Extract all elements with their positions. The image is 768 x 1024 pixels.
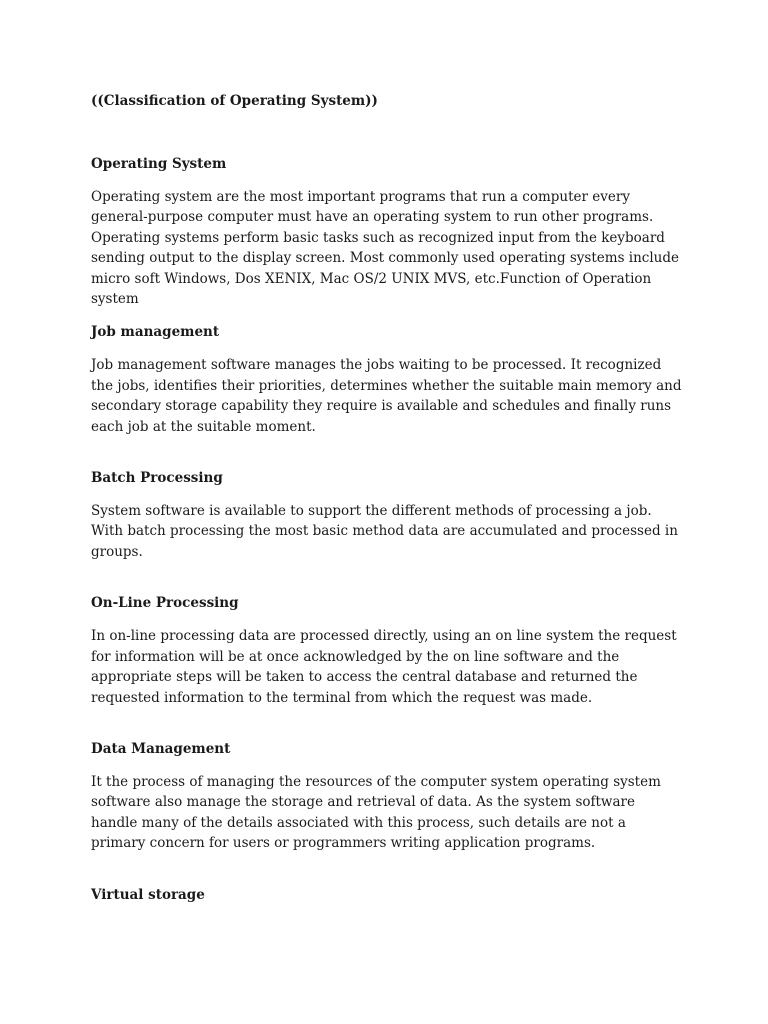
section-spacer (91, 562, 683, 594)
section-spacer (91, 437, 683, 469)
section-body: Job management software manages the jobs waiting to be processed. It recognized the jobs, identifies their priorities, determines whether the suitable main memory and secondary storage capability they require is available and schedules and finally runs each job at the suitable moment. (91, 357, 682, 435)
section-batch-processing (91, 469, 683, 562)
section-data-management (91, 740, 683, 854)
section-heading: Operating System (91, 156, 227, 172)
section-body: System software is available to support the different methods of processing a job. With batch processing the most basic method data are accumulated and processed in groups. (91, 503, 678, 560)
section-heading: Data Management (91, 740, 231, 757)
section-spacer (91, 854, 683, 886)
section-spacer (91, 708, 683, 740)
document-page (91, 92, 683, 918)
section-spacer (91, 309, 683, 323)
section-virtual-storage (91, 886, 683, 904)
section-on-line-processing (91, 594, 683, 708)
section-heading: Job management (91, 324, 220, 341)
document-title: ((Classification of Operating System)) (91, 93, 378, 109)
section-heading: On-Line Processing (91, 595, 239, 612)
section-heading: Batch Processing (91, 470, 223, 487)
section-body: Operating system are the most important programs that run a computer every general-purpose computer must have an operating system to run other programs. Operating systems perform basic tasks such as recognized input from the keyboard sending output to the display screen. Most commonly used operating systems include micro soft Windows, Dos XENIX, Mac OS/2 UNIX MVS, etc.Function of Operation system (91, 189, 680, 308)
section-heading: Virtual storage (91, 886, 205, 903)
section-body: In on-line processing data are processed directly, using an on line system the request for information will be at once acknowledged by the on line software and the appropriate steps will be taken to access the central database and returned the requested information to the terminal from which the request was made. (91, 628, 677, 706)
section-body: It the process of managing the resources of the computer system operating system software also manage the storage and retrieval of data. As the system software handle many of the details associated with this process, such details are not a primary concern for users or programmers writing application programs. (91, 773, 661, 852)
section-job-management (91, 323, 683, 437)
section-operating-system (91, 155, 683, 309)
